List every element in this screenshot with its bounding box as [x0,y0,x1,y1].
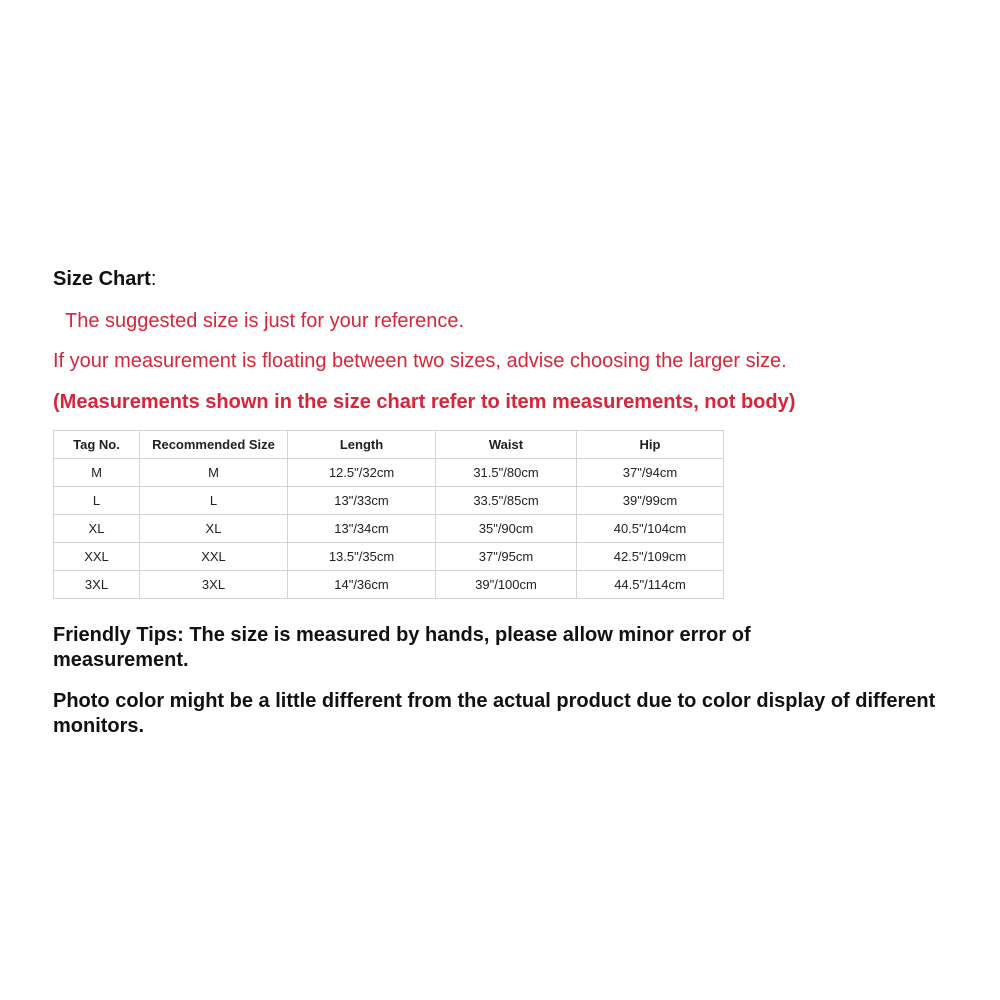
cell-waist: 35"/90cm [436,515,577,543]
cell-tag: M [54,459,140,487]
table-row [54,543,724,571]
cell-length: 13"/34cm [288,515,436,543]
photo-color-note: Photo color might be a little different from the actual product due to color display of different monitors. [53,690,936,737]
cell-hip: 37"/94cm [577,459,724,487]
table-row [54,571,724,599]
cell-hip: 42.5"/109cm [577,543,724,571]
header-tag-no: Tag No. [54,431,140,459]
header-length: Length [288,431,436,459]
cell-length: 13.5"/35cm [288,543,436,571]
cell-hip: 44.5"/114cm [577,571,724,599]
cell-recommended: L [140,487,288,515]
cell-tag: L [54,487,140,515]
cell-hip: 39"/99cm [577,487,724,515]
header-hip: Hip [577,431,724,459]
cell-length: 14"/36cm [288,571,436,599]
cell-length: 12.5"/32cm [288,459,436,487]
table-row [54,459,724,487]
size-chart-title-colon: : [150,268,157,290]
cell-recommended: XL [140,515,288,543]
cell-recommended: 3XL [140,571,288,599]
size-table [53,430,724,599]
header-recommended-size: Recommended Size [140,431,288,459]
reference-note: The suggested size is just for your reference. [65,310,465,332]
cell-waist: 39"/100cm [436,571,577,599]
cell-recommended: XXL [140,543,288,571]
cell-tag: XL [54,515,140,543]
table-row [54,487,724,515]
table-row [54,515,724,543]
header-waist: Waist [436,431,577,459]
larger-size-advice: If your measurement is floating between two sizes, advise choosing the larger size. [53,350,787,372]
size-chart-title-text: Size Chart [53,268,151,290]
cell-waist: 31.5"/80cm [436,459,577,487]
size-chart-title [53,268,156,291]
cell-waist: 37"/95cm [436,543,577,571]
table-header-row [54,431,724,459]
cell-tag: XXL [54,543,140,571]
friendly-tips: Friendly Tips: The size is measured by hands, please allow minor error of measurement. [53,624,751,671]
cell-waist: 33.5"/85cm [436,487,577,515]
cell-length: 13"/33cm [288,487,436,515]
item-measurement-note: (Measurements shown in the size chart refer to item measurements, not body) [53,391,796,413]
cell-recommended: M [140,459,288,487]
cell-tag: 3XL [54,571,140,599]
cell-hip: 40.5"/104cm [577,515,724,543]
